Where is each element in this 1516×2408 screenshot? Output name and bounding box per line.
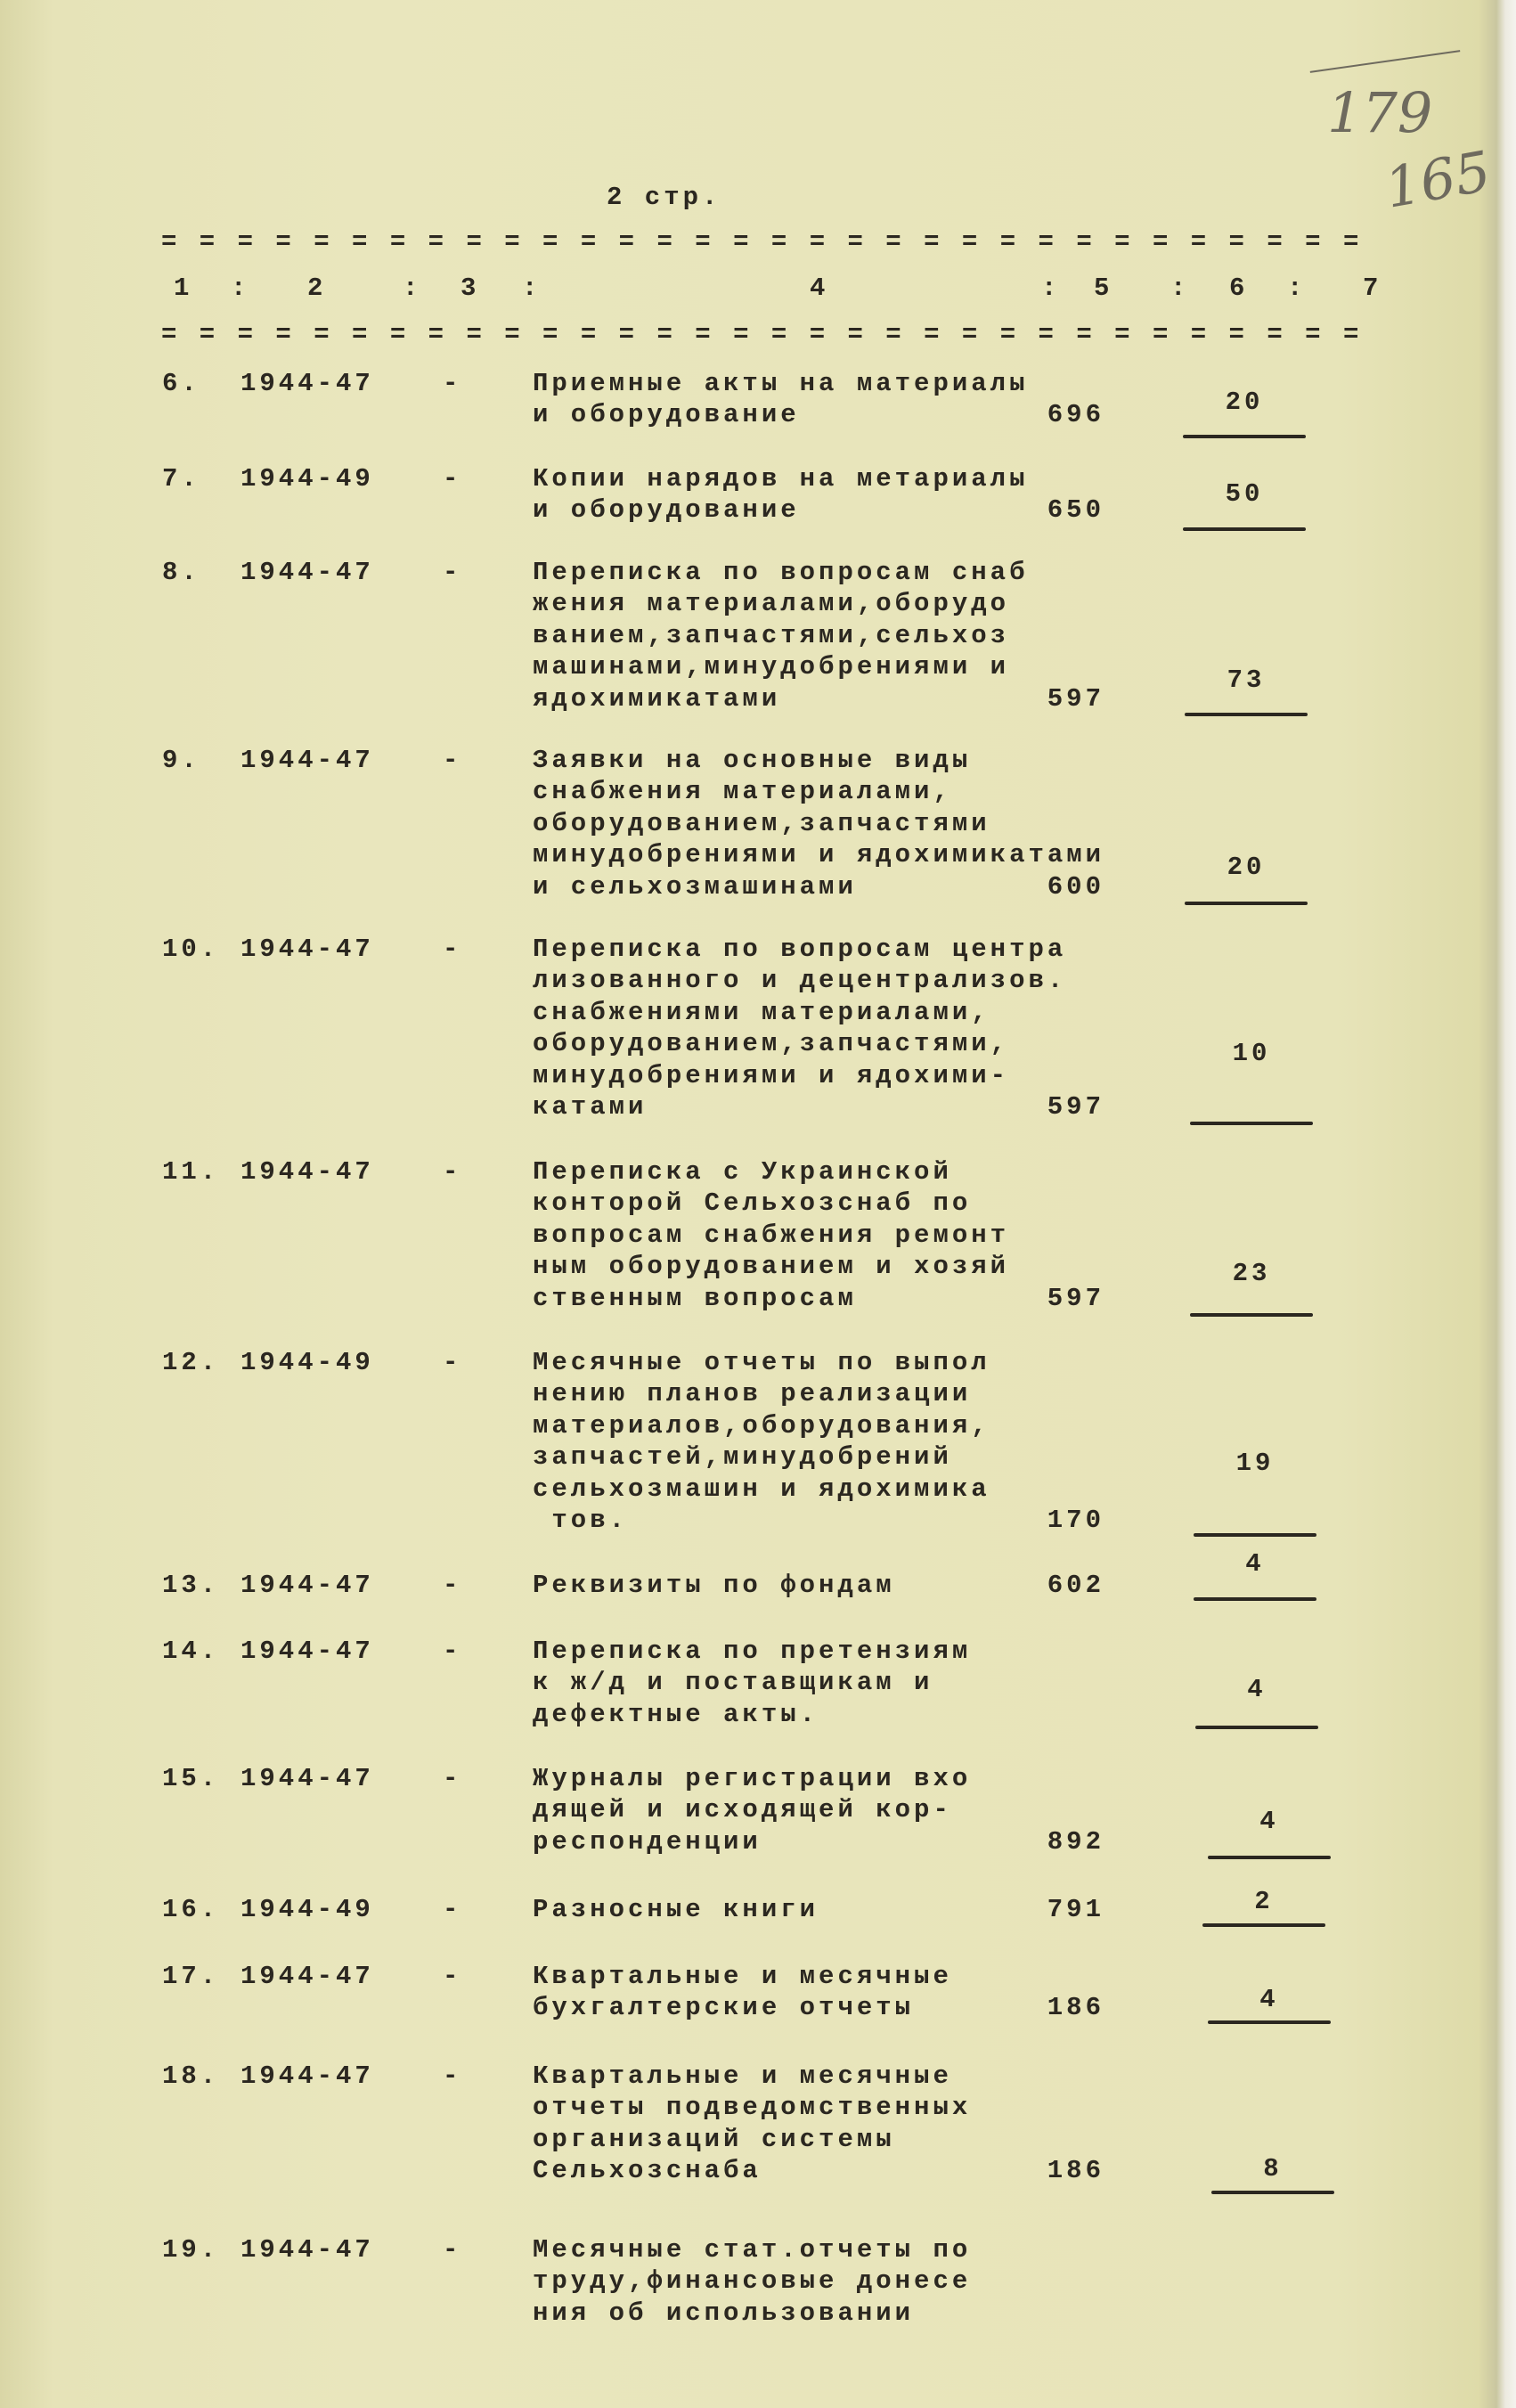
column-header-6: 6 [1229,273,1249,303]
row-title-line: ядохимикатами [533,683,781,714]
row-sheet-count: 50 [1225,479,1264,509]
row-title-line: оборудованием,запчастями, [533,1029,1010,1059]
row-number: 11. [162,1157,220,1187]
row-number: 18. [162,2061,220,2091]
row-index: 597 [1047,683,1104,714]
row-years: 1944-47 [240,369,374,398]
row-years: 1944-47 [240,1962,374,1991]
row-years: 1944-47 [240,2061,374,2091]
row-title-line: ванием,запчастями,сельхоз [533,620,1010,650]
row-mark: - [443,1895,462,1924]
row-years: 1944-47 [240,1157,374,1187]
row-years: 1944-47 [240,1764,374,1793]
row-title-line: Копии нарядов на метариалы [533,464,1029,494]
row-sheet-count: 4 [1259,1985,1279,2014]
sheet-count-underline [1190,1313,1313,1317]
row-number: 15. [162,1764,220,1793]
row-title-line: материалов,оборудования, [533,1410,990,1441]
row-title-line: Переписка по вопросам центра [533,935,1067,964]
column-header-7: 7 [1363,273,1382,303]
column-divider: : [1041,273,1061,303]
row-title-line: дефектные акты. [533,1699,819,1729]
row-number: 6. [162,369,200,398]
row-title-line: Квартальные и месячные [533,1962,952,1991]
row-index: 696 [1047,400,1104,430]
handwritten-old-sheet-number: 179 [1327,80,1433,145]
row-index: 597 [1047,1092,1104,1122]
row-title-line: Месячные стат.отчеты по [533,2235,972,2265]
column-header-3: 3 [461,273,480,303]
row-title-line: снабжения материалами, [533,777,952,807]
row-mark: - [443,2235,462,2265]
row-number: 13. [162,1571,220,1600]
row-title-line: тов. [533,1506,629,1535]
row-sheet-count: 4 [1247,1675,1267,1704]
row-title-line: отчеты подведомственных [533,2093,972,2123]
row-title-line: и сельхозмашинами [533,871,857,902]
row-mark: - [443,1637,462,1666]
sheet-count-underline [1185,713,1308,716]
sheet-count-underline [1208,1856,1331,1859]
row-mark: - [443,1348,462,1377]
sheet-count-underline [1211,2191,1334,2194]
row-sheet-count: 2 [1254,1887,1274,1916]
row-index: 186 [1047,1993,1104,2023]
sheet-count-underline [1183,527,1306,531]
row-title-line: дящей и исходящей кор- [533,1795,952,1825]
row-years: 1944-49 [240,1895,374,1924]
row-title-line: Реквизиты по фондам [533,1571,895,1600]
row-mark: - [443,1157,462,1187]
row-years: 1944-47 [240,935,374,964]
sheet-count-underline [1183,435,1306,438]
row-mark: - [443,558,462,587]
row-index: 170 [1047,1506,1104,1535]
sheet-count-underline [1190,1122,1313,1125]
row-sheet-count: 19 [1235,1449,1275,1478]
row-index: 602 [1047,1571,1104,1600]
row-title-line: сельхозмашин и ядохимика [533,1473,990,1504]
row-number: 14. [162,1637,220,1666]
strike-through [1310,50,1461,73]
row-sheet-count: 4 [1259,1807,1279,1836]
row-index: 600 [1047,871,1104,902]
row-title-line: Переписка с Украинской [533,1157,952,1187]
row-number: 10. [162,935,220,964]
row-years: 1944-47 [240,1571,374,1600]
row-title-line: Переписка по претензиям [533,1637,972,1666]
row-title-line: Приемные акты на материалы [533,369,1029,398]
row-sheet-count: 20 [1225,388,1264,417]
column-header-1: 1 [174,273,193,303]
row-title-line: лизованного и децентрализов. [533,966,1067,996]
row-index: 650 [1047,495,1104,526]
row-title-line: ственным вопросам [533,1283,857,1313]
row-title-line: и оборудование [533,400,800,430]
row-title-line: ным оборудованием и хозяй [533,1252,1010,1282]
row-mark: - [443,369,462,398]
row-number: 9. [162,746,200,775]
row-title-line: нению планов реализации [533,1379,972,1409]
row-title-line: оборудованием,запчастями [533,808,990,838]
row-title-line: Переписка по вопросам снаб [533,558,1029,587]
row-years: 1944-47 [240,746,374,775]
row-title-line: организаций системы [533,2124,895,2154]
column-divider: : [403,273,422,303]
row-title-line: к ж/д и поставщикам и [533,1668,933,1698]
row-title-line: бухгалтерские отчеты [533,1993,915,2023]
row-title-line: ния об использовании [533,2298,915,2328]
row-number: 16. [162,1895,220,1924]
column-header-2: 2 [307,273,327,303]
row-years: 1944-47 [240,2235,374,2265]
handwritten-sheet-number: 165 [1380,138,1496,221]
column-divider: : [1170,273,1190,303]
row-title-line: запчастей,минудобрений [533,1442,952,1473]
row-index: 186 [1047,2156,1104,2186]
row-sheet-count: 4 [1245,1549,1265,1579]
row-title-line: и оборудование [533,495,800,526]
row-title-line: катами [533,1092,648,1122]
page-label: 2 стр. [607,183,721,212]
sheet-count-underline [1194,1533,1316,1537]
row-sheet-count: 23 [1232,1259,1271,1288]
row-title-line: жения материалами,оборудо [533,589,1010,619]
header-separator-top: = = = = = = = = = = = = = = = = = = = = = = = = = = = = = = = = [161,227,1363,257]
row-title-line: снабжениями материалами, [533,997,990,1027]
row-mark: - [443,464,462,494]
row-title-line: респонденции [533,1826,762,1857]
row-years: 1944-49 [240,1348,374,1377]
row-title-line: минудобрениями и ядохими- [533,1060,1010,1090]
row-title-line: конторой Сельхозснаб по [533,1188,972,1219]
row-years: 1944-47 [240,1637,374,1666]
row-mark: - [443,1571,462,1600]
row-title-line: Заявки на основные виды [533,746,972,775]
row-index: 597 [1047,1283,1104,1313]
header-separator-bottom: = = = = = = = = = = = = = = = = = = = = = = = = = = = = = = = = [161,320,1363,349]
column-divider: : [522,273,542,303]
row-years: 1944-47 [240,558,374,587]
sheet-count-underline [1208,2020,1331,2024]
row-mark: - [443,935,462,964]
row-title-line: Сельхозснаба [533,2156,762,2186]
row-mark: - [443,2061,462,2091]
row-mark: - [443,746,462,775]
row-title-line: минудобрениями и ядохимикатами [533,840,1105,870]
row-title-line: машинами,минудобрениями и [533,652,1010,682]
sheet-count-underline [1194,1597,1316,1601]
column-header-4: 4 [810,273,829,303]
sheet-count-underline [1185,902,1308,905]
row-sheet-count: 8 [1263,2154,1283,2184]
column-divider: : [231,273,250,303]
row-title-line: Квартальные и месячные [533,2061,952,2091]
row-years: 1944-49 [240,464,374,494]
row-title-line: труду,финансовые донесе [533,2266,972,2297]
row-number: 7. [162,464,200,494]
row-sheet-count: 20 [1227,853,1266,882]
row-index: 892 [1047,1826,1104,1857]
row-index: 791 [1047,1895,1104,1924]
column-divider: : [1287,273,1307,303]
row-mark: - [443,1764,462,1793]
column-header-5: 5 [1094,273,1113,303]
row-title-line: Разносные книги [533,1895,819,1924]
row-sheet-count: 10 [1232,1039,1271,1068]
sheet-count-underline [1202,1923,1325,1927]
row-number: 17. [162,1962,220,1991]
row-number: 19. [162,2235,220,2265]
row-number: 8. [162,558,200,587]
sheet-count-underline [1195,1726,1318,1729]
row-sheet-count: 73 [1227,665,1266,695]
row-title-line: Журналы регистрации вхо [533,1764,972,1793]
row-mark: - [443,1962,462,1991]
row-title-line: вопросам снабжения ремонт [533,1220,1010,1250]
row-number: 12. [162,1348,220,1377]
row-title-line: Месячные отчеты по выпол [533,1348,990,1377]
